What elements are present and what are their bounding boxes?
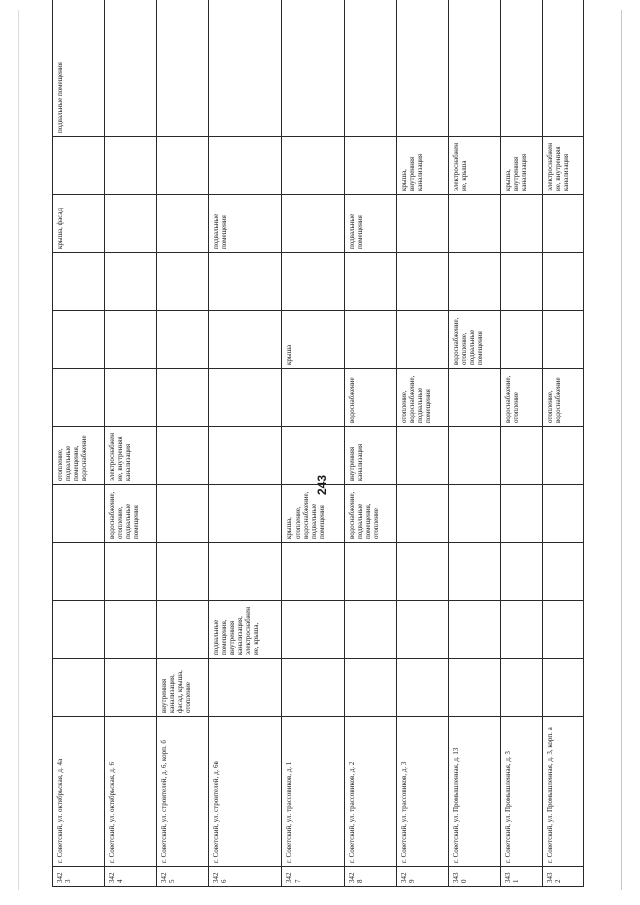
works-cell-c10 (105, 137, 157, 195)
works-cell-c4 (157, 485, 209, 543)
works-cell-c11: подвальные помещения (53, 0, 105, 137)
works-cell-c9: подвальные помещения (209, 195, 282, 253)
works-cell-c2 (53, 601, 105, 659)
works-cell-c4 (501, 485, 542, 543)
address-cell: г. Советский, ул. трассовиков, д. 2 (345, 717, 397, 867)
works-cell-c11 (345, 0, 397, 137)
works-cell-c4 (449, 485, 501, 543)
works-cell-c6 (209, 369, 282, 427)
works-cell-c7 (501, 311, 542, 369)
works-cell-c9 (105, 195, 157, 253)
row-number: 3427 (282, 867, 345, 887)
table-row (282, 0, 345, 887)
works-cell-c6 (282, 369, 345, 427)
works-cell-c11 (542, 0, 583, 137)
works-cell-c3 (157, 543, 209, 601)
works-cell-c3 (449, 543, 501, 601)
works-cell-c2 (397, 601, 449, 659)
works-cell-c6: водоснабжение, отопление (501, 369, 542, 427)
table-row (209, 0, 282, 887)
works-cell-c6 (105, 369, 157, 427)
works-cell-c10 (53, 137, 105, 195)
works-cell-c11 (105, 0, 157, 137)
works-cell-c3 (105, 543, 157, 601)
works-cell-c4 (53, 485, 105, 543)
works-cell-c5 (449, 427, 501, 485)
works-cell-c2 (501, 601, 542, 659)
table-row (397, 0, 449, 887)
works-cell-c3 (282, 543, 345, 601)
page-number: 243 (315, 474, 329, 496)
address-cell: г. Советский, ул. октябрьская, д. 4а (53, 717, 105, 867)
register-table (52, 0, 584, 887)
works-cell-c10 (345, 137, 397, 195)
table-row (345, 0, 397, 887)
works-cell-c1 (105, 659, 157, 717)
works-cell-c2 (449, 601, 501, 659)
works-cell-c5 (209, 427, 282, 485)
works-cell-c2 (542, 601, 583, 659)
works-cell-c10: крыша, внутренняя канализация (501, 137, 542, 195)
works-cell-c2 (282, 601, 345, 659)
works-cell-c4 (397, 485, 449, 543)
table-row (542, 0, 583, 887)
works-cell-c11 (157, 0, 209, 137)
works-cell-c7: крыша (282, 311, 345, 369)
works-cell-c3 (345, 543, 397, 601)
works-cell-c7 (157, 311, 209, 369)
rotated-table-container (52, 37, 584, 887)
works-cell-c11 (449, 0, 501, 137)
works-cell-c5: отопление, подвальные помещения, водоснабжение (53, 427, 105, 485)
row-number: 3432 (542, 867, 583, 887)
works-cell-c11 (209, 0, 282, 137)
works-cell-c4: водоснабжение, отопление, подвальные помещения (105, 485, 157, 543)
works-cell-c10: электроснабжение, внутренняя канализация (542, 137, 583, 195)
address-cell: г. Советский, ул. трассовиков, д. 3 (397, 717, 449, 867)
address-cell: г. Советский, ул. Промышленная, д. 13 (449, 717, 501, 867)
works-cell-c7: водоснабжение, отопление, подвальные помещения (449, 311, 501, 369)
works-cell-c1 (542, 659, 583, 717)
works-cell-c8 (157, 253, 209, 311)
works-cell-c3 (209, 543, 282, 601)
works-cell-c1 (282, 659, 345, 717)
works-cell-c1 (209, 659, 282, 717)
works-cell-c8 (209, 253, 282, 311)
scan-edge-line (621, 10, 622, 890)
table-row (53, 0, 105, 887)
scan-edge-line-left (18, 10, 19, 890)
works-cell-c5: электроснабжен ие, внутренняя канализация (105, 427, 157, 485)
works-cell-c9 (397, 195, 449, 253)
address-cell: г. Советский, ул. строителей, д. 6в (209, 717, 282, 867)
address-cell: г. Советский, ул. октябрьская, д. 6 (105, 717, 157, 867)
works-cell-c6: водоснабжение (345, 369, 397, 427)
works-cell-c9 (542, 195, 583, 253)
works-cell-c8 (282, 253, 345, 311)
works-cell-c8 (345, 253, 397, 311)
works-cell-c3 (397, 543, 449, 601)
works-cell-c10 (157, 137, 209, 195)
works-cell-c3 (501, 543, 542, 601)
address-cell: г. Советский, ул. Промышленная, д. 3, корп. а (542, 717, 583, 867)
works-cell-c7 (209, 311, 282, 369)
works-cell-c4 (209, 485, 282, 543)
works-cell-c1 (53, 659, 105, 717)
works-cell-c2: подвальные помещения, внутренняя канализация, электроснабжен ие, крыша, (209, 601, 282, 659)
address-cell: г. Советский, ул. трассовиков, д. 1 (282, 717, 345, 867)
works-cell-c10: крыша, внутренняя канализация (397, 137, 449, 195)
works-cell-c1 (449, 659, 501, 717)
works-cell-c8 (449, 253, 501, 311)
works-cell-c11 (501, 0, 542, 137)
works-cell-c8 (105, 253, 157, 311)
works-cell-c9 (282, 195, 345, 253)
works-cell-c5 (501, 427, 542, 485)
works-cell-c9 (501, 195, 542, 253)
works-cell-c9: крыша, фасад (53, 195, 105, 253)
row-number: 3431 (501, 867, 542, 887)
works-cell-c5 (282, 427, 345, 485)
works-cell-c4: водоснабжение, подвальные помещения, отопление (345, 485, 397, 543)
works-cell-c11 (282, 0, 345, 137)
works-cell-c8 (53, 253, 105, 311)
works-cell-c6 (449, 369, 501, 427)
works-cell-c8 (501, 253, 542, 311)
works-cell-c4: крыша, отопление, водоснабжение, подвальные помещения (282, 485, 345, 543)
works-cell-c7 (105, 311, 157, 369)
works-cell-c1: внутренняя канализация, фасад, крыша, отопление (157, 659, 209, 717)
works-cell-c2 (345, 601, 397, 659)
works-cell-c6 (157, 369, 209, 427)
works-cell-c3 (53, 543, 105, 601)
table-row (501, 0, 542, 887)
works-cell-c10: электроснабжение, крыша (449, 137, 501, 195)
works-cell-c3 (542, 543, 583, 601)
address-cell: г. Советский, ул. Промышленная, д. 3 (501, 717, 542, 867)
works-cell-c5: внутренняя канализация (345, 427, 397, 485)
works-cell-c7 (397, 311, 449, 369)
works-cell-c1 (501, 659, 542, 717)
works-cell-c7 (345, 311, 397, 369)
works-cell-c7 (542, 311, 583, 369)
works-cell-c5 (397, 427, 449, 485)
row-number: 3426 (209, 867, 282, 887)
row-number: 3425 (157, 867, 209, 887)
works-cell-c6: отопление, водоснабжение (542, 369, 583, 427)
works-cell-c2 (105, 601, 157, 659)
works-cell-c9: подвальные помещения (345, 195, 397, 253)
works-cell-c6 (53, 369, 105, 427)
row-number: 3423 (53, 867, 105, 887)
table-row (105, 0, 157, 887)
table-row (157, 0, 209, 887)
works-cell-c9 (157, 195, 209, 253)
works-cell-c10 (209, 137, 282, 195)
works-cell-c1 (345, 659, 397, 717)
works-cell-c1 (397, 659, 449, 717)
works-cell-c5 (157, 427, 209, 485)
works-cell-c5 (542, 427, 583, 485)
works-cell-c8 (542, 253, 583, 311)
row-number: 3429 (397, 867, 449, 887)
works-cell-c9 (449, 195, 501, 253)
works-cell-c8 (397, 253, 449, 311)
works-cell-c2 (157, 601, 209, 659)
works-cell-c11 (397, 0, 449, 137)
works-cell-c7 (53, 311, 105, 369)
works-cell-c10 (282, 137, 345, 195)
row-number: 3428 (345, 867, 397, 887)
row-number: 3430 (449, 867, 501, 887)
works-cell-c6: отопление, водоснабжение, подвальные помещения (397, 369, 449, 427)
address-cell: г. Советский, ул. строителей, д. 6, корп. б (157, 717, 209, 867)
row-number: 3424 (105, 867, 157, 887)
works-cell-c4 (542, 485, 583, 543)
table-row (449, 0, 501, 887)
